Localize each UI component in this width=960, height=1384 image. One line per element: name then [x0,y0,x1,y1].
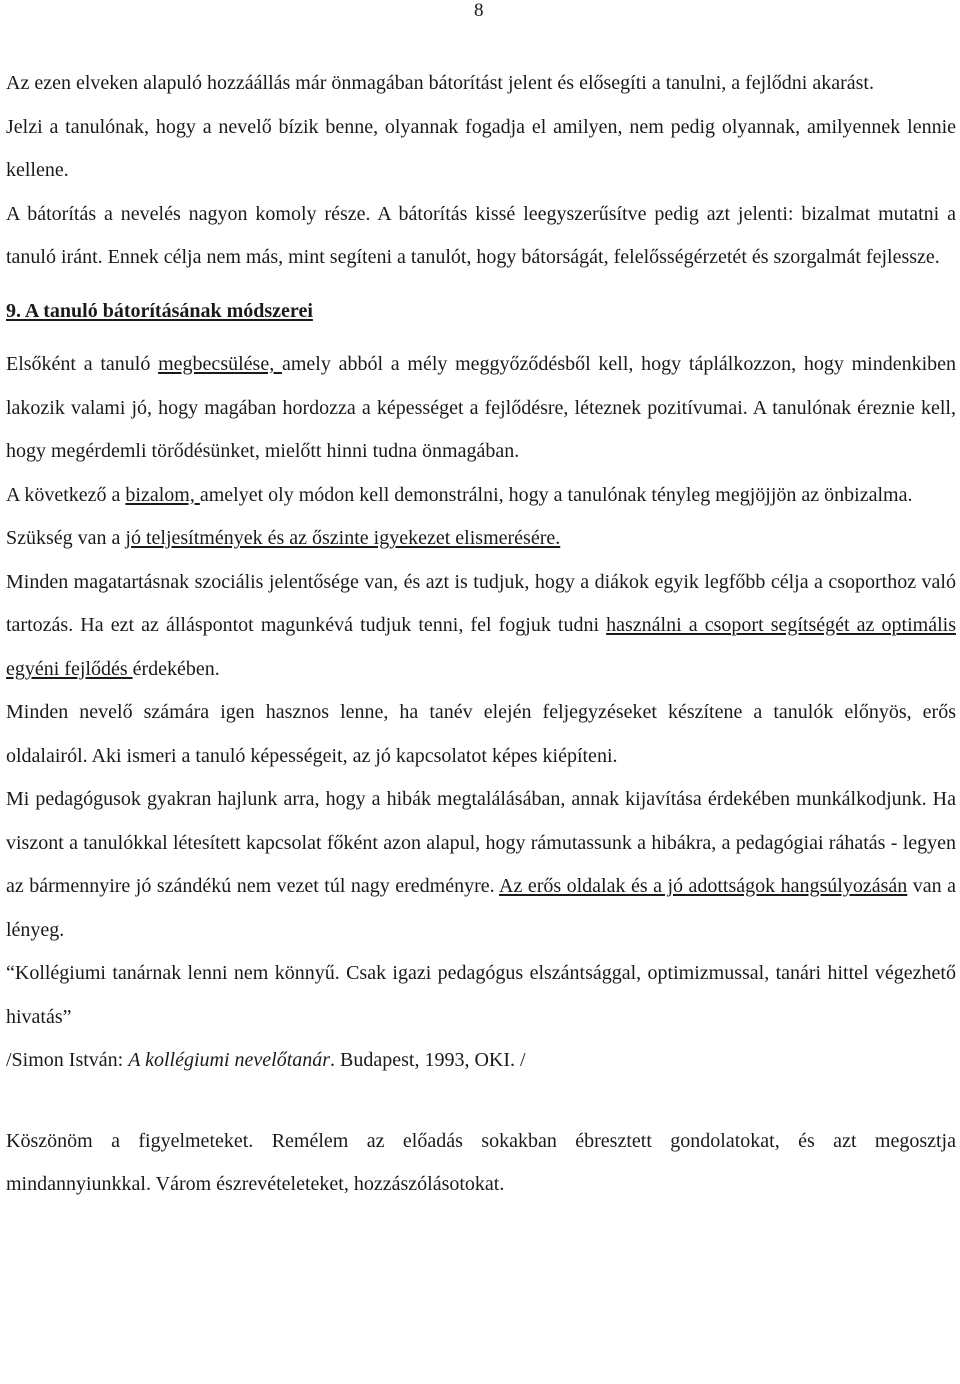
citation-author: /Simon István: [6,1049,129,1071]
citation-source: . Budapest, 1993, OKI. / [330,1049,526,1071]
section-heading: 9. A tanuló bátorításának módszerei [6,299,313,322]
text-run: Minden magatartásnak szociális jelentősége van, és azt is tudjuk, hogy a diákok egyik legfőbb célja a csoporthoz való tartozás. Ha ezt az álláspontot magunkévá tudjuk tenni, fel fogjuk tudni [6,570,956,636]
paragraph-confidence [6,474,956,518]
underlined-text: használni a csoport segítségét az optimális egyéni fejlődés [6,614,956,680]
underlined-text: jó teljesítmények és az őszinte igyekezet elismerésére. [125,527,561,549]
text-run: Szükség van a [6,527,126,549]
underlined-text: megbecsülése, [158,353,282,375]
closing-paragraph: Köszönöm a figyelmeteket. Remélem az előadás sokakban ébresztett gondolatokat, és azt megosztja mindannyiunkkal. Várom észrevételeteket, hozzászólásotokat. [6,1129,956,1195]
text-run: érdekében. [132,657,220,680]
paragraph-trust: Jelzi a tanulónak, hogy a nevelő bízik benne, olyannak fogadja el amilyen, nem pedig olyannak, amilyennek lennie kellene. [6,115,956,181]
text-run: amelyet oly módon kell demonstrálni, hogy a tanulónak tényleg megjöjjön az önbizalma. [199,483,913,506]
quote: “Kollégiumi tanárnak lenni nem könnyű. Csak igazi pedagógus elszántsággal, optimizmussal, tanári hittel végezhető hivatás” [6,962,956,1028]
text-run: van a lényeg. [6,875,956,941]
paragraph-notes: Minden nevelő számára igen hasznos lenne, ha tanév elején feljegyzéseket készítene a tanulók előnyös, erős oldalairól. Aki ismeri a tanuló képességeit, az jó kapcsolatot képes kiépíteni. [6,701,956,767]
paragraph-attitude: Az ezen elveken alapuló hozzáállás már önmagában bátorítást jelent és elősegíti a tanulni, a fejlődni akarást. [6,72,874,94]
paragraph-encouragement: A bátorítás a nevelés nagyon komoly része. A bátorítás kissé leegyszerűsítve pedig azt jelenti: bizalmat mutatni a tanuló iránt. Ennek célja nem más, mint segíteni a tanulót, hogy bátorságát, felelősségérzetét és szorgalmát fejlessze. [6,202,956,268]
text-run: Elsőként a tanuló [6,353,159,375]
underlined-text: Az erős oldalak és a jó adottságok hangsúlyozásán [499,875,908,897]
text-run: A következő a [6,483,126,506]
citation-title: A kollégiumi nevelőtanár [128,1049,331,1071]
paragraph-appreciation [6,343,956,474]
text-run: amely abból a mély meggyőződésből kell, hogy táplálkozzon, hogy mindenkiben lakozik valami jó, hogy magában hordozza a képességet a fejlődésre, léteznek pozitívumai. A tanulónak éreznie kell, hogy megérdemli törődésünket, mielőtt hinni tudna önmagában. [6,353,957,462]
text-run: Mi pedagógusok gyakran hajlunk arra, hogy a hibák megtalálásában, annak kijavítása érdekében munkálkodjunk. Ha viszont a tanulókkal létesített kapcsolat főként azon alapul, hogy rámutassunk a hibákra, a pedagógiai ráhatás - legyen az bármennyire jó szándékú nem vezet túl nagy eredményre. [6,788,956,897]
paragraph-group [6,561,956,692]
paragraph-recognition [6,517,956,561]
paragraph-strengths [6,778,956,952]
underlined-text: bizalom, [125,483,200,506]
page-number: 8 [474,0,484,21]
document-body [6,62,956,1207]
citation [6,1039,956,1083]
